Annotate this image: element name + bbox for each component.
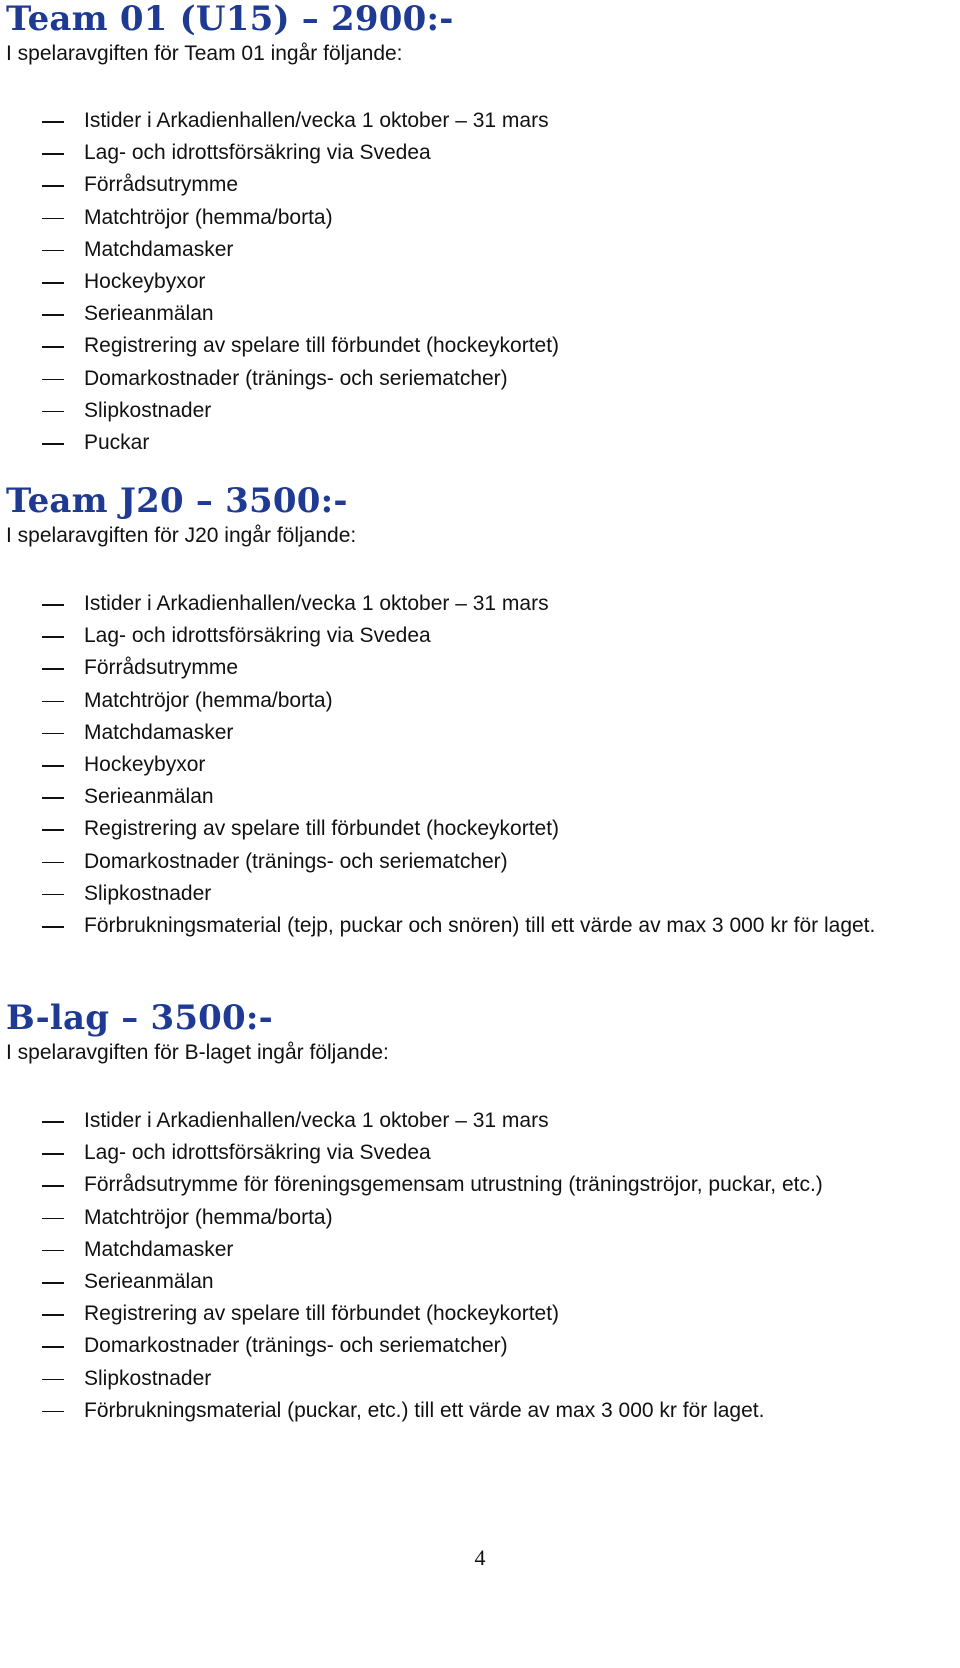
included-items-list xyxy=(6,105,946,459)
list-item xyxy=(6,202,944,234)
list-item xyxy=(6,781,944,813)
list-item xyxy=(6,652,944,684)
list-item-text: Lag- och idrottsförsäkring via Svedea xyxy=(84,624,431,648)
list-item xyxy=(6,1395,944,1427)
list-item xyxy=(6,105,944,137)
list-item xyxy=(6,1137,944,1169)
list-item xyxy=(6,1266,944,1298)
section-intro: I spelaravgiften för Team 01 ingår följande: xyxy=(6,42,403,65)
list-item xyxy=(6,1330,944,1362)
list-item-text: Förbrukningsmaterial (puckar, etc.) till ett värde av max 3 000 kr för laget. xyxy=(84,1398,765,1422)
list-item-text: Förrådsutrymme xyxy=(84,656,239,680)
section-intro: I spelaravgiften för J20 ingår följande: xyxy=(6,524,357,547)
list-item-text: Serieanmälan xyxy=(84,302,214,326)
list-item xyxy=(6,1298,944,1330)
included-items-list xyxy=(6,588,946,942)
section-title: Team 01 (U15) – 2900:- xyxy=(6,0,454,39)
list-item xyxy=(6,169,944,201)
list-item-text: Puckar xyxy=(84,431,150,455)
list-item-text: Slipkostnader xyxy=(84,398,212,422)
list-item xyxy=(6,234,944,266)
list-item-text: Matchtröjor (hemma/borta) xyxy=(84,1205,333,1229)
list-item xyxy=(6,846,944,878)
list-item xyxy=(6,298,944,330)
list-item xyxy=(6,137,944,169)
list-item xyxy=(6,1234,944,1266)
list-item-text: Lag- och idrottsförsäkring via Svedea xyxy=(84,141,431,165)
list-item xyxy=(6,685,944,717)
list-item xyxy=(6,1169,944,1201)
list-item xyxy=(6,588,944,620)
list-item-text: Istider i Arkadienhallen/vecka 1 oktober – 31 mars xyxy=(84,592,549,615)
list-item-text: Lag- och idrottsförsäkring via Svedea xyxy=(84,1141,431,1165)
section-intro: I spelaravgiften för B-laget ingår följande: xyxy=(6,1041,389,1064)
list-item-text: Förrådsutrymme xyxy=(84,173,239,197)
list-item xyxy=(6,878,944,910)
list-item xyxy=(6,363,944,395)
list-item-text: Istider i Arkadienhallen/vecka 1 oktober – 31 mars xyxy=(84,1109,549,1132)
list-item xyxy=(6,330,944,362)
list-item-text: Förbrukningsmaterial (tejp, puckar och snören) till ett värde av max 3 000 kr för laget. xyxy=(84,914,876,938)
section-team-j20 xyxy=(6,481,946,942)
list-item-text: Domarkostnader (tränings- och seriematcher) xyxy=(84,366,508,390)
list-item xyxy=(6,395,944,427)
list-item-text: Matchdamasker xyxy=(84,720,234,744)
list-item xyxy=(6,1105,944,1137)
list-item-text: Slipkostnader xyxy=(84,881,212,905)
list-item xyxy=(6,717,944,749)
list-item xyxy=(6,813,944,845)
list-item-text: Slipkostnader xyxy=(84,1366,212,1390)
list-item-text: Matchtröjor (hemma/borta) xyxy=(84,205,333,229)
list-item xyxy=(6,1202,944,1234)
list-item-text: Domarkostnader (tränings- och seriematcher) xyxy=(84,1334,508,1358)
list-item-text: Registrering av spelare till förbundet (hockeykortet) xyxy=(84,817,560,841)
list-item-text: Serieanmälan xyxy=(84,1270,214,1294)
included-items-list xyxy=(6,1105,946,1427)
list-item xyxy=(6,1363,944,1395)
list-item-text: Matchtröjor (hemma/borta) xyxy=(84,688,333,712)
section-team-01 xyxy=(6,0,946,459)
page-number: 4 xyxy=(474,1545,486,1570)
section-b-lag xyxy=(6,998,946,1427)
list-item-text: Istider i Arkadienhallen/vecka 1 oktober – 31 mars xyxy=(84,109,549,132)
list-item xyxy=(6,620,944,652)
list-item-text: Hockeybyxor xyxy=(84,753,206,777)
list-item-text: Serieanmälan xyxy=(84,785,214,809)
section-title: B-lag – 3500:- xyxy=(6,998,273,1038)
list-item-text: Hockeybyxor xyxy=(84,270,206,294)
list-item xyxy=(6,910,944,942)
section-title: Team J20 – 3500:- xyxy=(6,481,348,521)
list-item xyxy=(6,427,944,459)
list-item-text: Registrering av spelare till förbundet (hockeykortet) xyxy=(84,334,560,358)
list-item-text: Förrådsutrymme för föreningsgemensam utrustning (träningströjor, puckar, etc.) xyxy=(84,1173,823,1197)
list-item-text: Domarkostnader (tränings- och seriematcher) xyxy=(84,849,508,873)
list-item-text: Matchdamasker xyxy=(84,1237,234,1261)
list-item xyxy=(6,749,944,781)
list-item xyxy=(6,266,944,298)
list-item-text: Matchdamasker xyxy=(84,237,234,261)
list-item-text: Registrering av spelare till förbundet (hockeykortet) xyxy=(84,1302,560,1326)
